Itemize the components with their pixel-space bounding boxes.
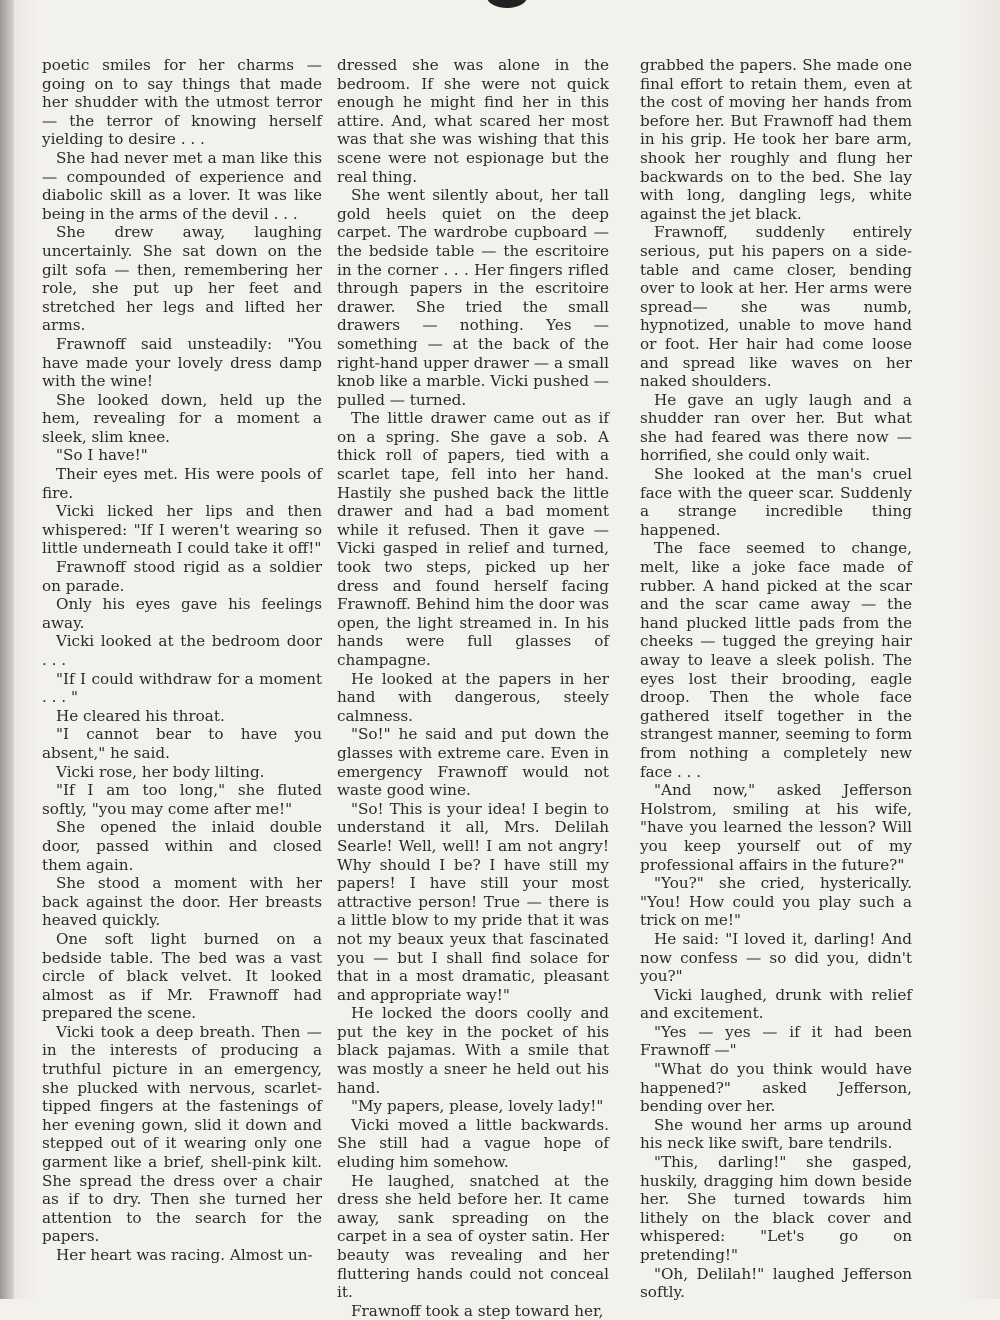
paragraph: Her heart was racing. Almost un- [56,1246,313,1264]
paragraph: "So I have!" [56,446,148,465]
paragraph: Only his eyes gave his feelings away. [42,595,322,632]
paragraph: poetic smiles for her charms — going on to say things that made her shudder with the utmost terror — the terror of knowing herself yielding to desire . . . [42,56,322,149]
paragraph: "So! This is your idea! I begin to understand it all, Mrs. Delilah Searle! Well, well! I am not angry! Why should I be? I have still my papers! I have still your most attractive person! True — there is a little blow to my pride that it was not my beaux yeux that fascinated you — but I shall find solace for that in a most dramatic, pleasant and appropriate way!" [337,799,609,1004]
paragraph: She wound her arms up around his neck like swift, bare tendrils. [640,1115,912,1153]
paragraph: Frawnoff, suddenly entirely serious, put his papers on a side-table and came closer, bending over to look at her. Her arms were spread— she was numb, hypnotized, unable to move hand or foot. Her hair had come loose and spread like waves on her naked shoulders. [640,223,912,391]
paragraph: The face seemed to change, melt, like a joke face made of rubber. A hand picked at the scar and the scar came away — the hand plucked little pads from the cheeks — tugged the greying hair away to leave a sleek polish. The eyes lost their brooding, eagle droop. Then the whole face gathered itself together in the strangest manner, seeming to form from nothing a completely new face . . . [640,539,912,781]
paragraph: He laughed, snatched at the dress she held before her. It came away, sank spreading on the carpet in a sea of oyster satin. Her beauty was revealing and her fluttering hands could not conceal it. [337,1171,609,1302]
paragraph: Frawnoff stood rigid as a soldier on parade. [42,558,322,595]
paragraph: "Oh, Delilah!" laughed Jefferson softly. [640,1264,912,1302]
paragraph: Vicki took a deep breath. Then — in the interests of producing a truthful picture in an emergency, she plucked with nervous, scarlet-tipped fingers at the fastenings of her evening gown, slid it down and stepped out of it wearing only one garment like a brief, shell-pink kilt. She spread the dress over a chair as if to dry. Then she turned her attention to the search for the papers. [42,1022,322,1246]
paragraph: She went silently about, her tall gold heels quiet on the deep carpet. The wardrobe cupboard — the bedside table — the escritoire in the corner . . . Her fingers rifled through papers in the escritoire drawer. She tried the small drawers — nothing. Yes — something — at the back of the right-hand upper drawer — a small knob like a marble. Vicki pushed — pulled — turned. [337,186,609,409]
paragraph: Frawnoff said unsteadily: "You have made your lovely dress damp with the wine! [42,334,322,391]
paragraph: He cleared his throat. [56,706,225,725]
paragraph: "If I am too long," she fluted softly, "you may come after me!" [42,781,322,818]
paragraph: "So!" he said and put down the glasses with extreme care. Even in emergency Frawnoff would not waste good wine. [337,725,609,800]
paragraph: He looked at the papers in her hand with dangerous, steely calmness. [337,669,609,725]
paragraph: "This, darling!" she gasped, huskily, dragging him down beside her. She turned towards him lithely on the black cover and whispered: "Let's go on pretending!" [640,1153,912,1264]
paragraph: "If I could withdraw for a moment . . . " [42,669,322,707]
paragraph: One soft light burned on a bedside table. The bed was a vast circle of black velvet. It looked almost as if Mr. Frawnoff had prepared the scene. [42,929,322,1023]
paragraph: Vicki moved a little backwards. She still had a vague hope of eluding him somehow. [337,1115,609,1172]
paragraph: Vicki laughed, drunk with relief and excitement. [640,985,912,1023]
paragraph: She had never met a man like this — compounded of experience and diabolic skill as a lover. It was like being in the arms of the devil . . . [42,148,322,223]
paragraph: Vicki looked at the bedroom door . . . [42,632,322,669]
text-column-2 [337,56,609,1320]
paragraph: He locked the doors coolly and put the key in the pocket of his black pajamas. With a smile that was mostly a sneer he held out his hand. [337,1004,609,1097]
paragraph: She stood a moment with her back against the door. Her breasts heaved quickly. [42,874,322,930]
paragraph: She opened the inlaid double door, passed within and closed them again. [42,818,322,874]
paragraph: Vicki rose, her body lilting. [56,762,265,781]
paragraph: "I cannot bear to have you absent," he said. [42,725,322,762]
paragraph: "What do you think would have happened?" asked Jefferson, bending over her. [640,1060,912,1116]
paragraph: She looked at the man's cruel face with the queer scar. Suddenly a strange incredible thing happened. [640,465,912,539]
text-column-3 [640,56,912,1302]
paragraph: "My papers, please, lovely lady!" [351,1097,604,1116]
paragraph: Vicki licked her lips and then whispered: "If I weren't wearing so little underneath I could take it off!" [42,502,322,558]
paragraph: She drew away, laughing uncertainly. She sat down on the gilt sofa — then, remembering her role, she put up her feet and stretched her legs and lifted her arms. [42,223,322,335]
paragraph: "Yes — yes — if it had been Frawnoff —" [640,1022,912,1060]
paragraph: Their eyes met. His were pools of fire. [42,465,322,502]
paragraph: grabbed the papers. She made one final effort to retain them, even at the cost of moving her hands from before her. But Frawnoff had them in his grip. He took her bare arm, shook her roughly and flung her backwards on to the bed. She lay with long, dangling legs, white against the jet black. [640,56,912,223]
paragraph: Frawnoff took a step toward her, [351,1301,604,1320]
paragraph: The little drawer came out as if on a spring. She gave a sob. A thick roll of papers, tied with a scarlet tape, fell into her hand. Hastily she pushed back the little drawer and had a bad moment while it refused. Then it gave — Vicki gasped in relief and turned, took two steps, picked up her dress and found herself facing Frawnoff. Behind him the door was open, the light streamed in. In his hands were full glasses of champagne. [337,409,609,669]
binding-shadow [0,0,14,1299]
text-column-1 [42,56,322,1265]
paragraph: dressed she was alone in the bedroom. If she were not quick enough he might find her in this attire. And, what scared her most was that she was wishing that this scene were not espionage but the real thing. [337,56,609,186]
ink-mark [487,0,527,8]
paragraph: He gave an ugly laugh and a shudder ran over her. But what she had feared was there now — horrified, she could only wait. [640,390,912,465]
paragraph: She looked down, held up the hem, revealing for a moment a sleek, slim knee. [42,390,322,446]
paragraph: "You?" she cried, hysterically. "You! How could you play such a trick on me!" [640,874,912,930]
paragraph: "And now," asked Jefferson Holstrom, smiling at his wife, "have you learned the lesson? Will you keep yourself out of my professional affairs in the future?" [640,781,912,874]
paragraph: He said: "I loved it, darling! And now confess — so did you, didn't you?" [640,929,912,986]
